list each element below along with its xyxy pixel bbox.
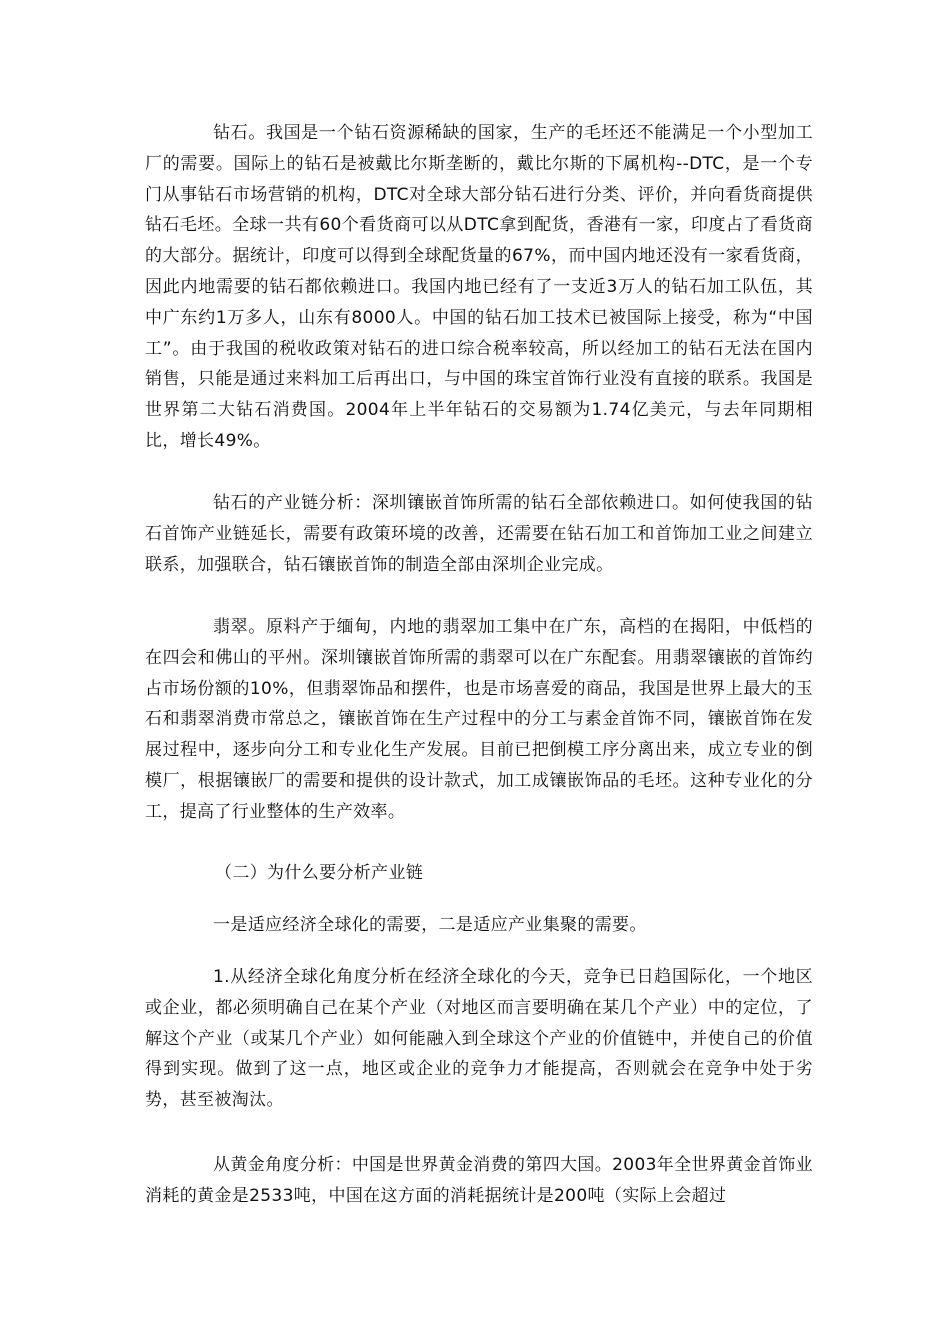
paragraph-two-needs: 一是适应经济全球化的需要，二是适应产业集聚的需要。: [213, 915, 647, 935]
paragraph-diamond: 钻石。我国是一个钻石资源稀缺的国家，生产的毛坯还不能满足一个小型加工厂的需要。国际上的钻石是被戴比尔斯垄断的，戴比尔斯的下属机构--DTC，是一个专门从事钻石市场营销的机构，DTC对全球大部分钻石进行分类、评价，并向看货商提供钻石毛坯。全球一共有60个看货商可以从DTC拿到配货，香港有一家，印度占了看货商的大部分。据统计，印度可以得到全球配货量的67%，而中国内地还没有一家看货商，因此内地需要的钻石都依赖进口。我国内地已经有了一支近3万人的钻石加工队伍，其中广东约1万多人，山东有8000人。中国的钻石加工技术已被国际上接受，称为“中国工”。由于我国的税收政策对钻石的进口综合税率较高，所以经加工的钻石无法在国内销售，只能是通过来料加工后再出口，与中国的珠宝首饰行业没有直接的联系。我国是世界第二大钻石消费国。2004年上半年钻石的交易额为1.74亿美元，与去年同期相比，增长49%。: [145, 123, 813, 451]
paragraph-gold: 从黄金角度分析：中国是世界黄金消费的第四大国。2003年全世界黄金首饰业消耗的黄金是2533吨，中国在这方面的消耗据统计是200吨（实际上会超过: [145, 1155, 813, 1206]
paragraph-globalization: 1.从经济全球化角度分析在经济全球化的今天，竞争已日趋国际化，一个地区或企业，都必须明确自己在某个产业（对地区而言要明确在某几个产业）中的定位，了解这个产业（或某几个产业）如何能融入到全球这个产业的价值链中，并使自己的价值得到实现。做到了这一点，地区或企业的竞争力才能提高，否则就会在竞争中处于劣势，甚至被淘汰。: [145, 967, 813, 1111]
paragraph-jadeite: 翡翠。原料产于缅甸，内地的翡翠加工集中在广东，高档的在揭阳，中低档的在四会和佛山的平州。深圳镶嵌首饰所需的翡翠可以在广东配套。用翡翠镶嵌的首饰约占市场份额的10%，但翡翠饰品和摆件，也是市场喜爱的商品，我国是世界上最大的玉石和翡翠消费市常总之，镶嵌首饰在生产过程中的分工与素金首饰不同，镶嵌首饰在发展过程中，逐步向分工和专业化生产发展。目前已把倒模工序分离出来，成立专业的倒模厂，根据镶嵌厂的需要和提供的设计款式，加工成镶嵌饰品的毛坯。这种专业化的分工，提高了行业整体的生产效率。: [145, 617, 813, 822]
section-heading: （二）为什么要分析产业链: [215, 863, 424, 883]
paragraph-diamond-industry-chain: 钻石的产业链分析：深圳镶嵌首饰所需的钻石全部依赖进口。如何使我国的钻石首饰产业链延长，需要有政策环境的改善，还需要在钻石加工和首饰加工业之间建立联系，加强联合，钻石镶嵌首饰的制造全部由深圳企业完成。: [145, 493, 813, 575]
